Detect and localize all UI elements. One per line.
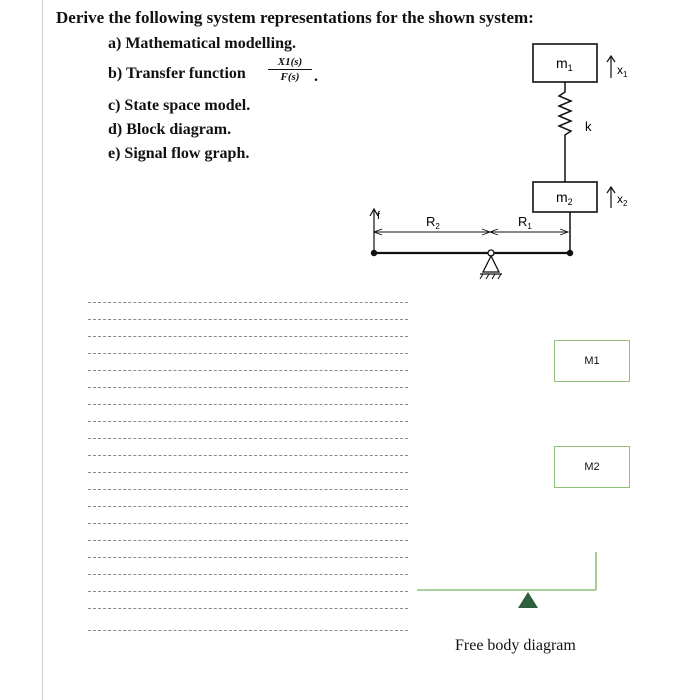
spring-k: [559, 82, 571, 182]
answer-line: [88, 353, 408, 354]
fbd-pivot-triangle: [518, 592, 538, 608]
item-d: d) Block diagram.: [108, 121, 232, 138]
answer-line: [88, 591, 408, 592]
answer-line: [88, 540, 408, 541]
answer-line: [88, 336, 408, 337]
answer-line: [88, 489, 408, 490]
item-b: b) Transfer function: [108, 65, 246, 82]
r1-label: $R_1$: [518, 214, 532, 231]
spring-label: k: [585, 119, 592, 134]
answer-line: [88, 574, 408, 575]
ground-hatch-1: [480, 274, 483, 279]
answer-line: [88, 523, 408, 524]
answer-line: [88, 608, 408, 609]
r2-label: $R_2$: [426, 214, 440, 231]
item-c: c) State space model.: [108, 97, 251, 114]
x2-label: $x_2$: [617, 192, 628, 208]
item-e: e) Signal flow graph.: [108, 145, 250, 162]
fbd-m1-box[interactable]: [554, 340, 630, 382]
tf-period: .: [314, 68, 318, 85]
answer-line: [88, 302, 408, 303]
x1-label: $x_1$: [617, 63, 628, 79]
answer-line: [88, 404, 408, 405]
mass-m2-label: $m_2$: [556, 189, 573, 207]
ground-hatch-2: [486, 274, 489, 279]
lever-end-left: [371, 250, 377, 256]
answer-line: [88, 472, 408, 473]
item-a: a) Mathematical modelling.: [108, 35, 296, 52]
fbd-m2-box[interactable]: [554, 446, 630, 488]
answer-line: [88, 630, 408, 631]
answer-line: [88, 319, 408, 320]
force-f-label: f: [377, 210, 381, 222]
mass-m1-label: $m_1$: [556, 55, 573, 73]
fbd-m1-label: M1: [584, 355, 600, 367]
question-heading: Derive the following system representations for the shown system:: [56, 8, 534, 27]
answer-line: [88, 557, 408, 558]
ground-hatch-3: [492, 274, 495, 279]
pivot-support: [483, 256, 499, 272]
ground-hatch-4: [498, 274, 501, 279]
answer-line: [88, 506, 408, 507]
tf-denominator: F(s): [280, 71, 300, 83]
lever-end-right: [567, 250, 573, 256]
answer-line: [88, 438, 408, 439]
fbd-m2-label: M2: [584, 461, 600, 473]
tf-numerator: X1(s): [268, 56, 312, 70]
answer-line: [88, 455, 408, 456]
answer-line: [88, 370, 408, 371]
answer-line: [88, 387, 408, 388]
fbd-caption: Free body diagram: [455, 637, 576, 654]
answer-line: [88, 421, 408, 422]
